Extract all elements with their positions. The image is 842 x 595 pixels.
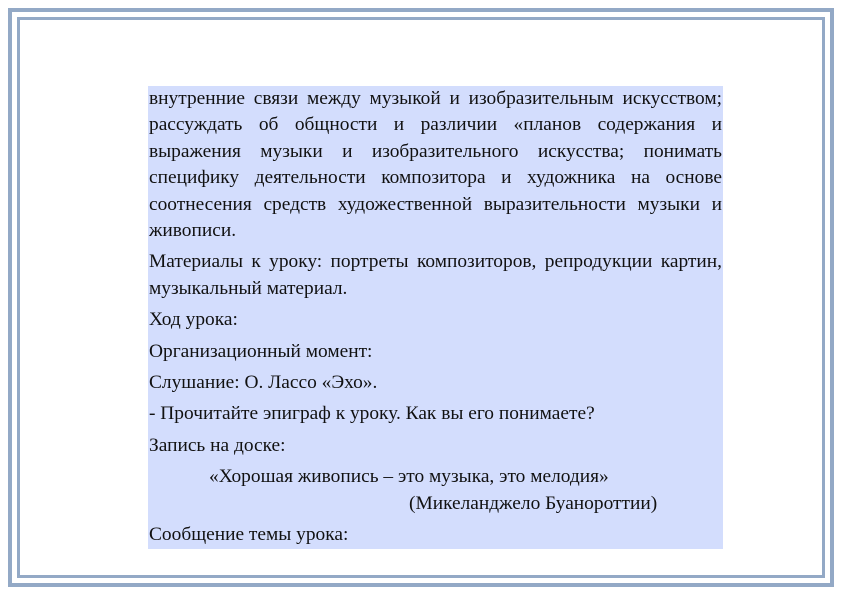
epigraph-quote: «Хорошая живопись – это музыка, это мелодия» (209, 466, 609, 488)
epigraph-question-line: - Прочитайте эпиграф к уроку. Как вы его понимаете? (149, 403, 595, 425)
listening-line: Слушание: О. Лассо «Эхо». (149, 372, 378, 394)
board-note-line: Запись на доске: (149, 434, 286, 456)
goals-paragraph: внутренние связи между музыкой и изобразительным искусством; рассуждать об общности и различии «планов содержания и выражения музыки и изобразительного искусства; понимать специфику деятельности композитора и художника на основе соотнесения средств художественной выразительности музыки и живописи. (149, 88, 722, 242)
lesson-progress-heading: Ход урока: (149, 309, 238, 331)
lesson-text-block (148, 86, 723, 549)
materials-paragraph: Материалы к уроку: портреты композиторов, репродукции картин, музыкальный материал. (149, 251, 722, 299)
epigraph-author: (Микеланджело Буанороттии) (409, 492, 658, 514)
org-moment-line: Организационный момент: (149, 340, 373, 362)
topic-announcement-line: Сообщение темы урока: (149, 524, 349, 546)
